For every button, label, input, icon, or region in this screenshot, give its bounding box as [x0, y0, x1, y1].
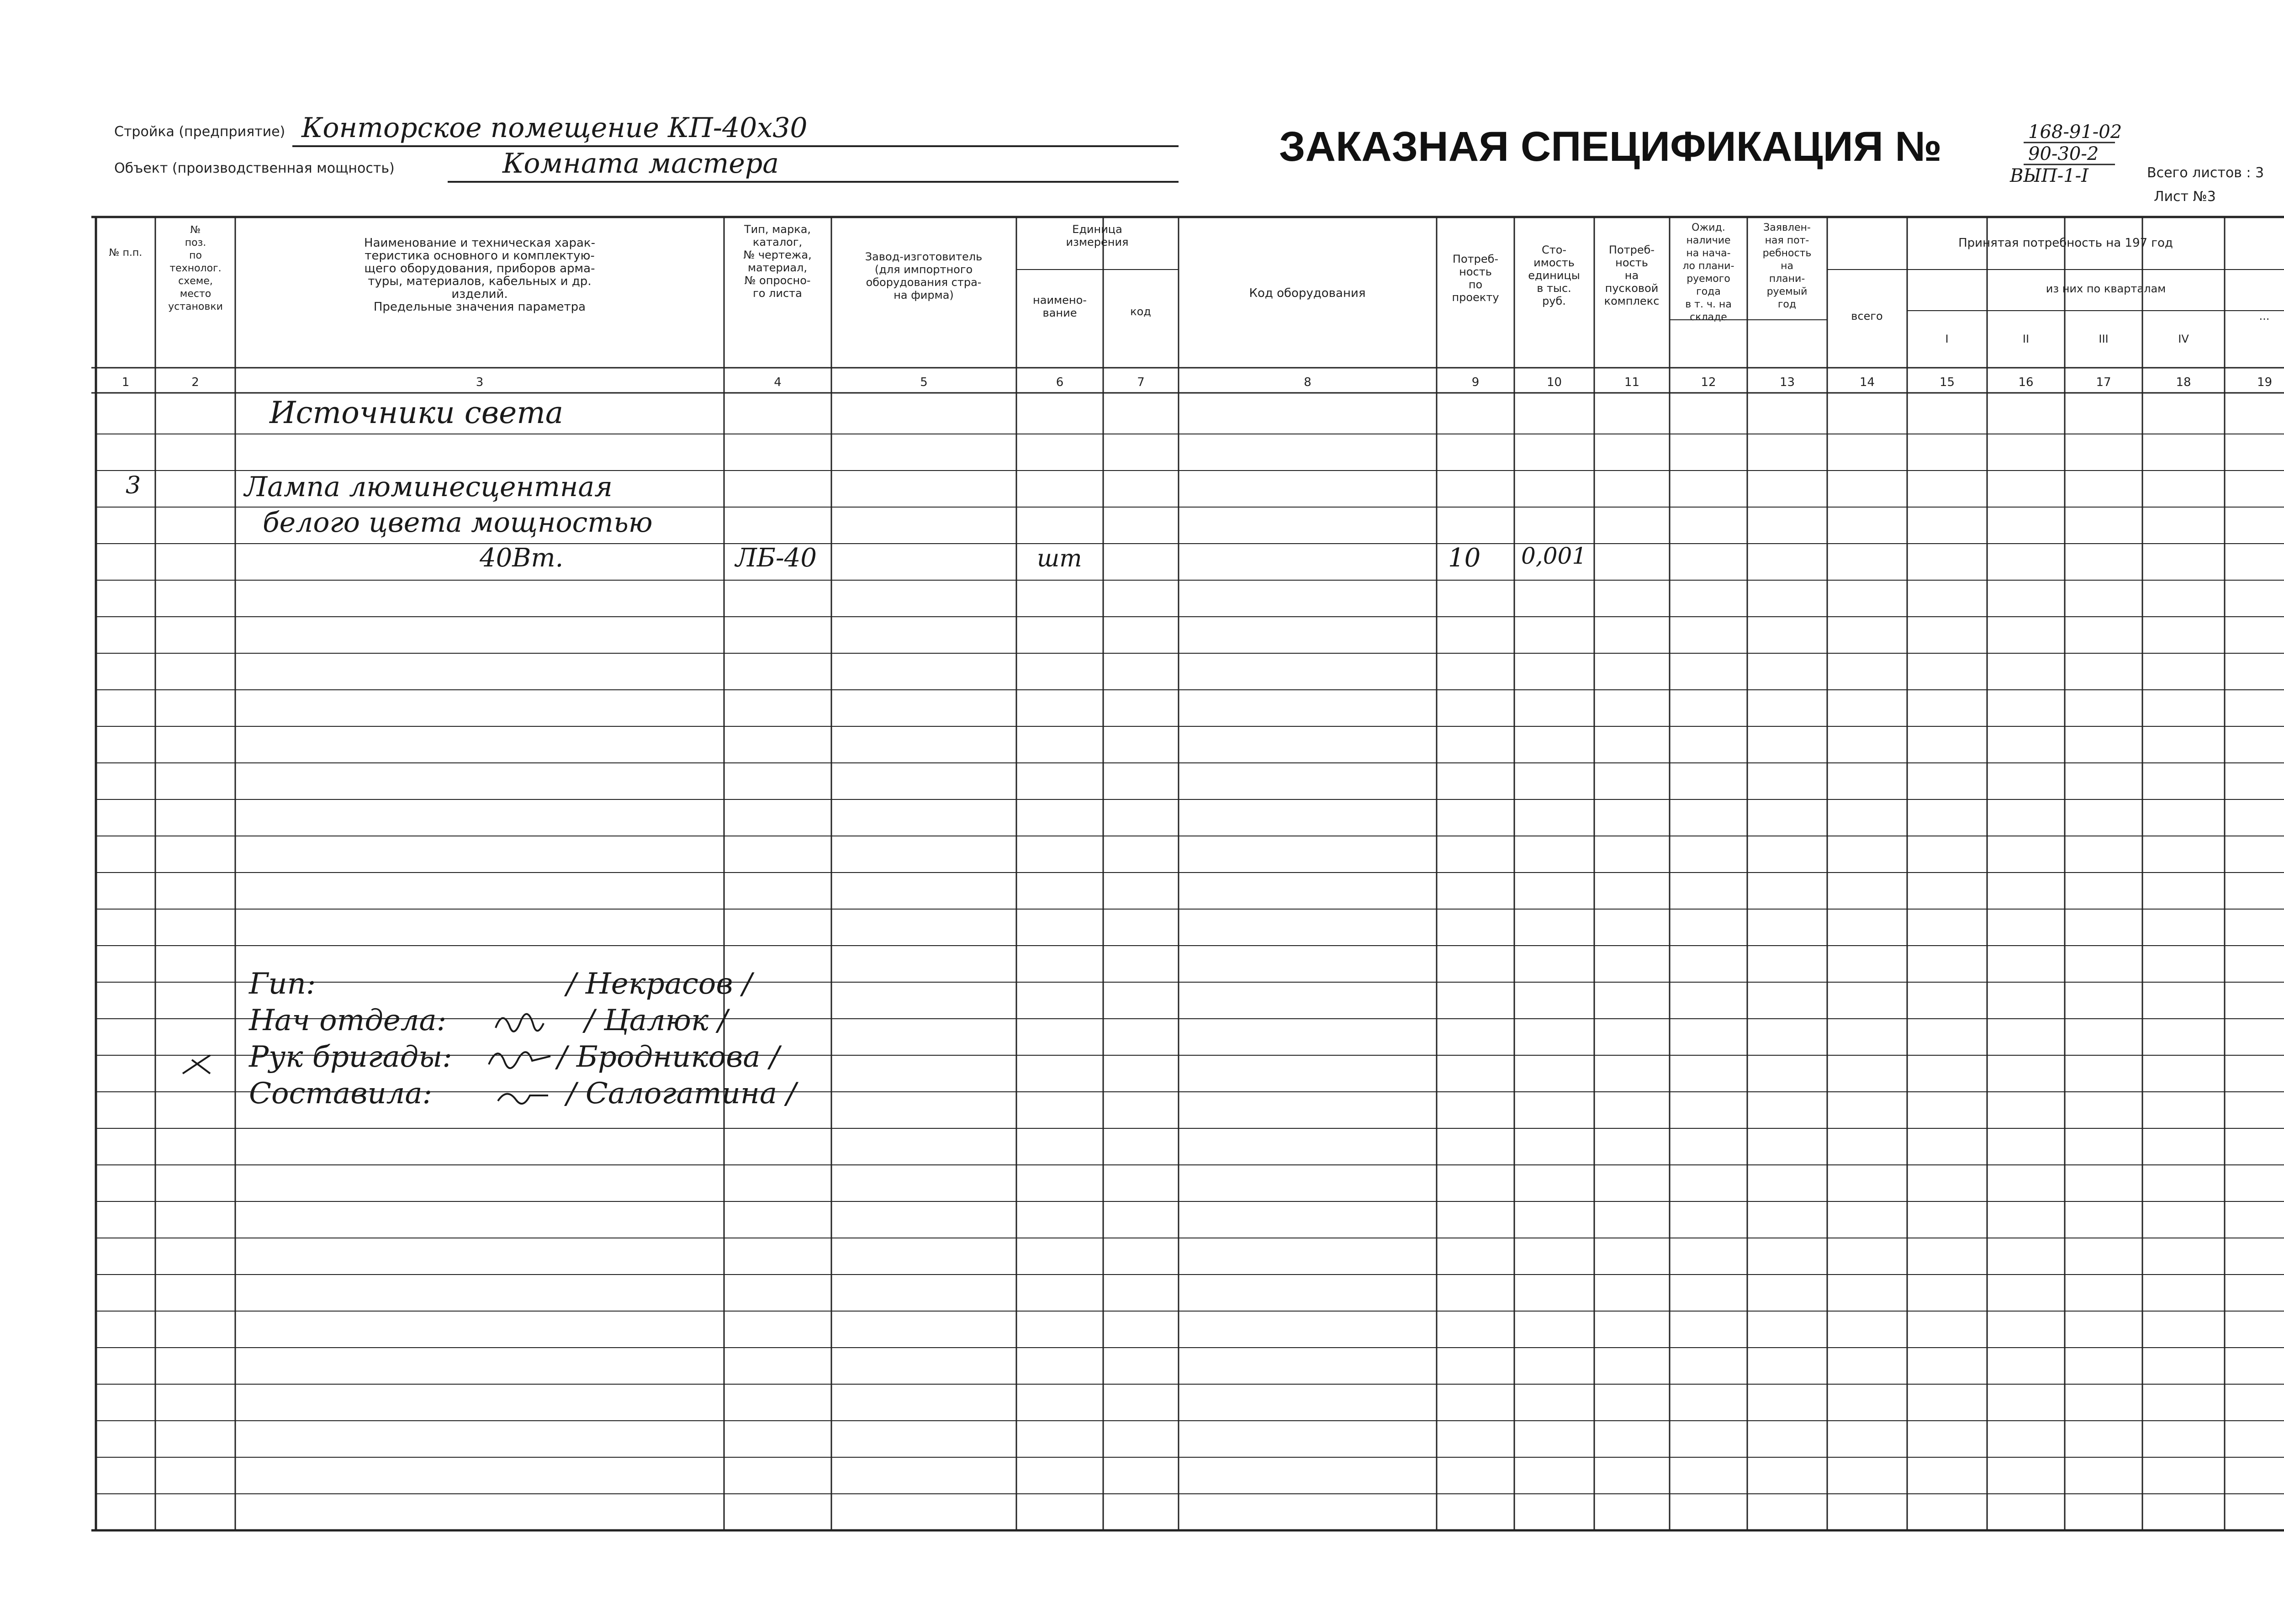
header-col-3: Наименование и техническая харак-теристика основного и комплектую-щего оборудования, приборов арма-туры, материалов, кабельных и др. изделий. Предельные значения параметра — [364, 236, 595, 314]
header-col-17: III — [2099, 333, 2109, 345]
column-number-16: 16 — [2018, 376, 2034, 389]
header-col-1: № п.п. — [109, 247, 143, 259]
signature-role-compiler: Составила: — [249, 1077, 433, 1111]
header-col-9: Потреб-ность по проекту — [1452, 253, 1499, 304]
signature-name-compiler: / Салогатина / — [566, 1077, 796, 1111]
header-demand-group: Принятая потребность на 197 год — [1958, 236, 2173, 250]
section-title: Источники света — [270, 395, 564, 430]
signature-name-gip: / Некрасов / — [566, 967, 752, 1001]
header-col-19: ... — [2259, 310, 2270, 323]
column-number-4: 4 — [774, 376, 782, 389]
column-number-7: 7 — [1137, 376, 1145, 389]
header-quarters-group: из них по кварталам — [2046, 282, 2166, 295]
column-number-13: 13 — [1779, 376, 1795, 389]
item-name-line-1: Лампа люминесцентная — [244, 471, 613, 503]
header-col-14: всего — [1851, 310, 1883, 323]
table-header — [109, 222, 2272, 389]
header-col-7: код — [1130, 305, 1151, 318]
spec-number-1: 168-91-02 — [2028, 122, 2122, 143]
header-col-18: IV — [2178, 333, 2189, 345]
header-col-11: Потреб-ность на пусковой комплекс — [1604, 243, 1660, 307]
spec-number-3: ВЫП-1-I — [2010, 165, 2088, 186]
header-col-16: II — [2022, 333, 2030, 345]
construction-value: Конторское помещение КП-40х30 — [301, 112, 808, 144]
signature-role-gip: Гип: — [249, 967, 316, 1001]
item-number: 3 — [126, 472, 141, 499]
signature-name-department-head: / Цалюк / — [585, 1004, 728, 1037]
column-number-10: 10 — [1546, 376, 1562, 389]
item-unit: шт — [1037, 545, 1082, 572]
header-col-13: Заявлен-ная пот-ребность на плани-руемый год — [1762, 222, 1812, 310]
item-name-line-3: 40Вт. — [480, 543, 564, 573]
column-number-19: 19 — [2257, 376, 2273, 389]
sheet-number: Лист №3 — [2154, 189, 2216, 205]
document-title: ЗАКАЗНАЯ СПЕЦИФИКАЦИЯ № — [1279, 123, 1942, 170]
item-name-line-2: белого цвета мощностью — [263, 507, 653, 539]
header-col-2: № поз. по технолог. схеме, место установки — [168, 224, 223, 312]
column-number-8: 8 — [1304, 376, 1311, 389]
signature-role-team-lead: Рук бригады: — [249, 1040, 452, 1074]
header-unit-group: Единица измерения — [1066, 223, 1129, 249]
spec-number-2: 90-30-2 — [2028, 143, 2099, 164]
column-number-1: 1 — [122, 376, 130, 389]
column-number-17: 17 — [2096, 376, 2111, 389]
item-price: 0,001 — [1521, 543, 1587, 569]
column-number-15: 15 — [1939, 376, 1955, 389]
column-number-3: 3 — [476, 376, 484, 389]
header-col-5: Завод-изготовитель (для импортного оборудования стра-на фирма) — [865, 250, 983, 302]
column-number-5: 5 — [920, 376, 928, 389]
header-col-12: Ожид. наличие на нача-ло плани-руемого года в т. ч. на складе — [1682, 222, 1734, 323]
header-col-6: наимено-вание — [1033, 294, 1087, 319]
item-type: ЛБ-40 — [735, 543, 817, 573]
header-col-15: I — [1945, 333, 1949, 345]
object-label: Объект (производственная мощность) — [114, 160, 395, 176]
construction-label: Стройка (предприятие) — [114, 124, 286, 140]
column-number-14: 14 — [1859, 376, 1875, 389]
header-col-8: Код оборудования — [1249, 286, 1366, 300]
column-number-18: 18 — [2176, 376, 2191, 389]
header-col-10: Сто-имость единицы в тыс. руб. — [1528, 243, 1580, 307]
item-quantity: 10 — [1448, 543, 1481, 573]
column-number-2: 2 — [191, 376, 199, 389]
total-sheets: Всего листов : 3 — [2147, 165, 2264, 181]
header-col-4: Тип, марка, каталог, № чертежа, материал, № опросно-го листа — [743, 223, 812, 300]
signature-role-department-head: Нач отдела: — [249, 1004, 447, 1037]
column-number-12: 12 — [1701, 376, 1716, 389]
column-number-9: 9 — [1471, 376, 1480, 389]
column-number-11: 11 — [1624, 376, 1640, 389]
object-value: Комната мастера — [502, 148, 779, 180]
signature-name-team-lead: / Бродникова / — [557, 1040, 780, 1074]
column-number-6: 6 — [1056, 376, 1064, 389]
